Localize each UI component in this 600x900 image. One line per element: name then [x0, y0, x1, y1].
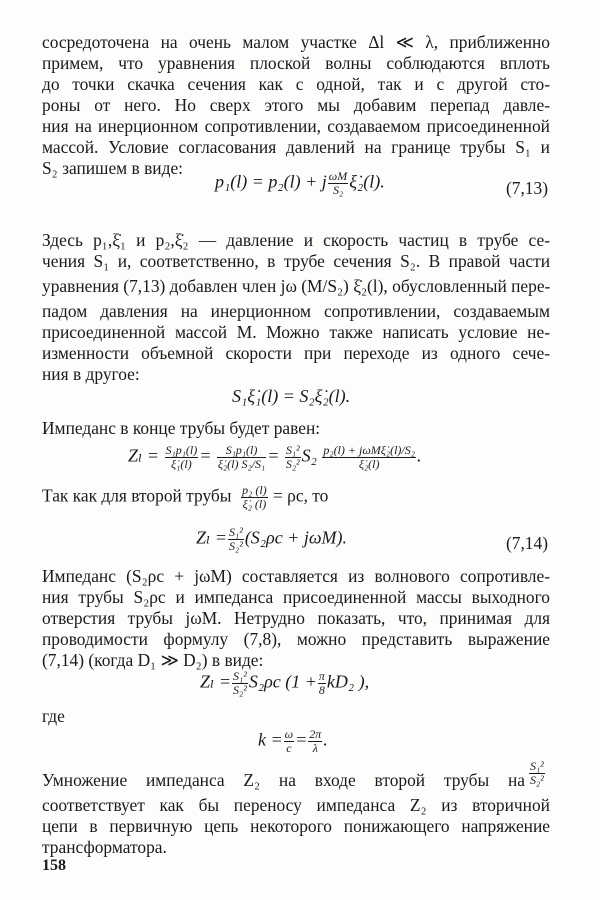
text-line: присоединенной массой M. Можно также написать условие не-: [42, 322, 550, 342]
text-line: роны от него. Но сверх этого мы добавим перепад давле-: [42, 95, 550, 115]
text-line: ния на инерционном сопротивлении, создаваемом присоединенной: [42, 116, 550, 136]
text-line: массой. Условие согласования давлений на границе трубы S₁ и: [42, 137, 550, 157]
second-pipe-line: Так как для второй трубы $\frac{\text{p₂ (l)}}{\text{ξ̇₂ (l)}}$ = ρc, то: [42, 483, 329, 511]
equation-zl: Zₗ = $\frac{\text{S₁p₁(l)}}{\text{ξ̇₁(l)}}$ = $\frac{\text{S₁p₁(l)}}{\text{ξ̇₂(l) S₂/S₁}}$ = $\frac{\text{S₁²}}{\text{S₂²}}$ S₂ $\frac{\text{p₂(l) + jωMξ̇₂(l)/S₂}}{\text{ξ̇₂(l)}}$ .: [128, 443, 422, 471]
text-line: S₂ запишем в виде:: [42, 158, 183, 178]
text-line: падом давления на инерционном сопротивлении, создаваемым: [42, 301, 550, 321]
text-line: цепи в первичную цепь некоторого понижающего напряжение: [42, 816, 550, 836]
text-line: ния трубы S₂ρc и импеданса присоединенной массы выходного: [42, 587, 550, 607]
ratio-fraction: $\frac{\text{S₁²}}{\text{S₂²}}$: [530, 759, 544, 787]
text-line: где: [42, 706, 65, 726]
equation-number: (7,14): [505, 533, 548, 553]
text-line: Умножение импеданса Z₂ на входе второй трубы на: [42, 770, 525, 790]
text-line: чения S₁ и, соответственно, в трубе сечения S₂. В правой части: [42, 251, 550, 271]
text-line: проводимости формулу (7,8), можно представить выражение: [42, 629, 550, 649]
equation-volume-velocity: S₁ξ̇₁(l) = S₂ξ̇₂(l).: [232, 386, 351, 406]
text-line: уравнения (7,13) добавлен член jω (M/S₂) ξ̇₂(l), обусловленный пере-: [42, 276, 551, 296]
equation-k: k = $\frac{\omega}{c}$ = $\frac{2\pi}{\lambda}$ .: [258, 727, 328, 755]
text-line: сосредоточена на очень малом участке Δl ≪ λ, приближенно: [42, 32, 550, 52]
text-line: до точки скачка сечения как с одной, так и с другой сто-: [42, 74, 550, 94]
equation-number: (7,13): [505, 178, 548, 198]
page-number: 158: [42, 857, 66, 874]
equation-zl-kd: Zₗ = $\frac{\text{S₁²}}{\text{S₂²}}$ S₂ρc (1 + $\frac{\pi}{8}$ kD₂ ),: [200, 669, 370, 697]
text-line: трансформатора.: [42, 837, 167, 857]
text-line: отверстия трубы jωM. Нетрудно показать, что, принимая для: [42, 608, 550, 628]
text-line: Здесь p₁,ξ̇₁ и p₂,ξ̇₂ — давление и скорость частиц в трубе се-: [42, 230, 550, 250]
equation-7-13: p₁(l) = p₂(l) + j $\frac{\omega M}{\text{S₂}}$ ξ̇₂(l).: [215, 169, 385, 197]
text-line: (7,14) (когда D₁ ≫ D₂) в виде:: [42, 650, 264, 670]
text-line: ния в другое:: [42, 364, 140, 384]
text-line: соответствует как бы переносу импеданса Z₂ из вторичной: [42, 795, 550, 815]
text-line: Импеданс (S₂ρc + jωM) составляется из волнового сопротивле-: [42, 566, 550, 586]
text-line: Импеданс в конце трубы будет равен:: [42, 418, 321, 438]
equation-7-14: Zₗ = $\frac{\text{S₁²}}{\text{S₂²}}$ (S₂ρc + jωM).: [196, 525, 348, 553]
text-line: примем, что уравнения плоской волны соблюдаются вплоть: [42, 53, 550, 73]
text-line: изменности объемной скорости при переходе из одного сече-: [42, 343, 550, 363]
